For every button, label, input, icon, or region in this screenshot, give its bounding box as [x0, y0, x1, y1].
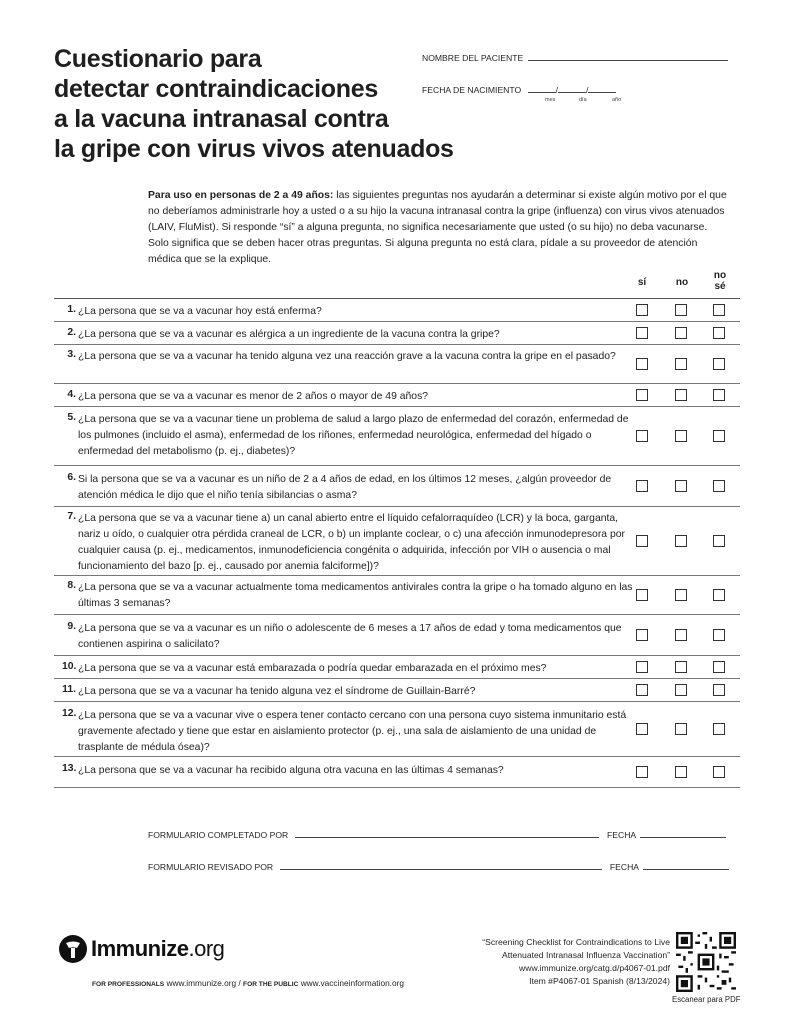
citation-line: “Screening Checklist for Contraindications to Live: [482, 937, 670, 947]
logo-main-text: Immunize: [91, 936, 189, 961]
question-number: 7.: [67, 511, 76, 522]
immunize-logo-icon: [58, 934, 88, 964]
public-label: FOR THE PUBLIC: [243, 981, 299, 988]
title-line: la gripe con virus vivos atenuados: [54, 135, 454, 163]
answer-no-checkbox[interactable]: [675, 430, 687, 442]
question-text: Si la persona que se va a vacunar es un niño de 2 a 4 años de edad, en los últimos 12 meses, ¿algún proveedor de atención médica le dijo que el niño tenía sibilancias o asma?: [78, 474, 612, 501]
question-row: [54, 702, 740, 757]
answer-yes-checkbox[interactable]: [636, 684, 648, 696]
answer-no-checkbox[interactable]: [675, 661, 687, 673]
answer-unsure-checkbox[interactable]: [713, 327, 725, 339]
question-row: [54, 757, 740, 788]
answer-yes-checkbox[interactable]: [636, 304, 648, 316]
answer-no-checkbox[interactable]: [675, 766, 687, 778]
completed-date-label: FECHA: [607, 830, 636, 840]
professionals-label: FOR PROFESSIONALS: [92, 981, 165, 988]
question-number: 12.: [62, 708, 77, 719]
citation-line: Attenuated Intranasal Influenza Vaccination”: [501, 950, 670, 960]
question-number: 3.: [67, 349, 76, 360]
answer-unsure-checkbox[interactable]: [713, 535, 725, 547]
question-text: ¿La persona que se va a vacunar hoy está enferma?: [78, 306, 322, 317]
immunize-wordmark: [91, 936, 224, 962]
birth-date-label: FECHA DE NACIMIENTO: [422, 85, 522, 95]
reviewed-by-field[interactable]: [148, 862, 729, 872]
birth-day-line[interactable]: [558, 92, 586, 93]
answer-header-unsure-line2: sé: [714, 281, 726, 292]
completed-by-label: FORMULARIO COMPLETADO POR: [148, 830, 289, 840]
answer-unsure-checkbox[interactable]: [713, 661, 725, 673]
answer-yes-checkbox[interactable]: [636, 723, 648, 735]
answer-unsure-checkbox[interactable]: [713, 389, 725, 401]
question-text: ¿La persona que se va a vacunar actualmente toma medicamentos antivirales contra la gripe o ha tomado alguno en las últimas 3 semanas?: [78, 582, 633, 609]
question-text: ¿La persona que se va a vacunar está embarazada o podría quedar embarazada en el próximo mes?: [78, 663, 547, 674]
logo-suffix-text: .org: [188, 936, 225, 961]
answer-yes-checkbox[interactable]: [636, 535, 648, 547]
question-number: 1.: [67, 304, 76, 315]
item-number: Item #P4067-01 Spanish (8/13/2024): [529, 976, 670, 986]
question-text: ¿La persona que se va a vacunar es menor de 2 años o mayor de 49 años?: [78, 391, 429, 402]
answer-yes-checkbox[interactable]: [636, 430, 648, 442]
question-text: ¿La persona que se va a vacunar ha tenido alguna vez el síndrome de Guillain-Barré?: [78, 686, 476, 697]
birth-date-field[interactable]: [422, 85, 616, 95]
answer-yes-checkbox[interactable]: [636, 389, 648, 401]
question-number: 13.: [62, 763, 77, 774]
answer-unsure-checkbox[interactable]: [713, 358, 725, 370]
answer-unsure-checkbox[interactable]: [713, 766, 725, 778]
question-number: 6.: [67, 472, 76, 483]
question-number: 9.: [67, 621, 76, 632]
qr-code-icon[interactable]: [676, 932, 736, 992]
public-link[interactable]: www.vaccineinformation.org: [300, 978, 404, 988]
intro-text: las siguientes preguntas nos ayudarán a determinar si existe algún motivo por el que no deberíamos administrarle hoy a usted o a su hijo la vacuna intranasal contra la gripe (influenza) con virus vivos atenuados (LAIV, FluMist). Si responde “sí” a alguna pregunta, no significa necesariamente que usted (o su hijo) no deba vacunarse. Solo significa que se deben hacer otras preguntas. Si alguna pregunta no está clara, pídale a su proveedor de atención médica que se la explique.: [148, 190, 727, 265]
birth-month-line[interactable]: [528, 92, 556, 93]
answer-unsure-checkbox[interactable]: [713, 430, 725, 442]
question-row: [54, 345, 740, 384]
answer-unsure-checkbox[interactable]: [713, 304, 725, 316]
month-caption: mes: [545, 97, 556, 103]
question-row: [54, 466, 740, 507]
question-row: [54, 576, 740, 615]
answer-header-yes: sí: [637, 277, 647, 288]
question-row: [54, 656, 740, 679]
question-number: 10.: [62, 661, 77, 672]
intro-bold: Para uso en personas de 2 a 49 años:: [148, 190, 334, 201]
answer-header-unsure: [705, 270, 735, 292]
answer-no-checkbox[interactable]: [675, 389, 687, 401]
answer-unsure-checkbox[interactable]: [713, 480, 725, 492]
answer-yes-checkbox[interactable]: [636, 766, 648, 778]
answer-no-checkbox[interactable]: [675, 684, 687, 696]
answer-no-checkbox[interactable]: [675, 358, 687, 370]
day-caption: día: [579, 97, 587, 103]
patient-name-field[interactable]: [422, 53, 728, 63]
document-citation: [420, 936, 670, 988]
birth-year-line[interactable]: [588, 92, 616, 93]
question-row: [54, 384, 740, 407]
answer-no-checkbox[interactable]: [675, 589, 687, 601]
question-number: 4.: [67, 389, 76, 400]
question-text: ¿La persona que se va a vacunar tiene un problema de salud a largo plazo de enfermedad del corazón, enfermedad de los pulmones (incluido el asma), enfermedad de los riñones, enfermedad neurológica, enfermedad del hígado o enfermedad del metabolismo (p. ej., diabetes)?: [78, 414, 629, 457]
question-number: 8.: [67, 580, 76, 591]
answer-yes-checkbox[interactable]: [636, 589, 648, 601]
patient-name-line[interactable]: [528, 60, 728, 61]
answer-unsure-checkbox[interactable]: [713, 629, 725, 641]
year-caption: año: [612, 97, 622, 103]
question-number: 11.: [62, 684, 76, 695]
answer-no-checkbox[interactable]: [675, 535, 687, 547]
answer-yes-checkbox[interactable]: [636, 358, 648, 370]
question-row: [54, 679, 740, 702]
title-line: a la vacuna intranasal contra: [54, 105, 389, 133]
intro-paragraph: [148, 188, 728, 268]
question-text: ¿La persona que se va a vacunar ha recibido alguna otra vacuna en las últimas 4 semanas?: [78, 765, 504, 776]
question-row: [54, 507, 740, 576]
footer-divider: /: [238, 978, 241, 988]
answer-no-checkbox[interactable]: [675, 480, 687, 492]
completed-by-field[interactable]: [148, 830, 726, 840]
question-row: [54, 322, 740, 345]
footer-links: [92, 978, 404, 988]
question-text: ¿La persona que se va a vacunar es alérgica a un ingrediente de la vacuna contra la gripe?: [78, 329, 500, 340]
question-row: [54, 299, 740, 322]
question-text: ¿La persona que se va a vacunar es un niño o adolescente de 6 meses a 17 años de edad y toma medicamentos que contienen aspirina o salicilato?: [78, 623, 622, 650]
reviewed-by-label: FORMULARIO REVISADO POR: [148, 862, 274, 872]
immunize-logo: [58, 934, 224, 964]
citation-url[interactable]: www.immunize.org/catg.d/p4067-01.pdf: [519, 963, 670, 973]
answer-unsure-checkbox[interactable]: [713, 684, 725, 696]
question-text: ¿La persona que se va a vacunar vive o espera tener contacto cercano con una persona cuyo sistema inmunitario está gravemente afectado y tiene que estar en aislamiento protector (p. ej., una sala de aislamiento de una unidad de trasplante de médula ósea)?: [78, 710, 627, 753]
professionals-link[interactable]: www.immunize.org: [166, 978, 237, 988]
answer-yes-checkbox[interactable]: [636, 480, 648, 492]
patient-name-label: NOMBRE DEL PACIENTE: [422, 53, 524, 63]
scan-caption: Escanear para PDF: [672, 995, 741, 1004]
answer-unsure-checkbox[interactable]: [713, 589, 725, 601]
question-number: 5.: [67, 412, 76, 423]
answer-no-checkbox[interactable]: [675, 304, 687, 316]
question-row: [54, 407, 740, 466]
question-row: [54, 615, 740, 656]
date-separator: /: [555, 85, 558, 95]
question-text: ¿La persona que se va a vacunar tiene a) un canal abierto entre el líquido cefalorraquídeo (LCR) y la boca, garganta, nariz u oído, o cualquier otra pérdida craneal de LCR, o b) un implante coclear, o c) una afección inmunodepresora por cualquier causa (p. ej., medicamentos, inmunodeficiencia congénita o adquirida, infección por VIH o ausencia o mal funcionamiento del bazo [p. ej., causado por anemia falciforme])?: [78, 513, 625, 572]
answer-no-checkbox[interactable]: [675, 723, 687, 735]
completed-by-line[interactable]: [295, 837, 599, 838]
answer-unsure-checkbox[interactable]: [713, 723, 725, 735]
reviewed-date-line[interactable]: [643, 869, 729, 870]
reviewed-date-label: FECHA: [609, 862, 639, 872]
answer-no-checkbox[interactable]: [675, 327, 687, 339]
title-line: detectar contraindicaciones: [54, 75, 378, 103]
question-text: ¿La persona que se va a vacunar ha tenido alguna vez una reacción grave a la vacuna contra la gripe en el pasado?: [78, 351, 616, 362]
reviewed-by-line[interactable]: [280, 869, 602, 870]
answer-header-no: no: [675, 277, 689, 288]
date-separator: /: [585, 85, 589, 95]
answer-yes-checkbox[interactable]: [636, 661, 648, 673]
question-number: 2.: [67, 327, 76, 338]
answer-yes-checkbox[interactable]: [636, 327, 648, 339]
answer-no-checkbox[interactable]: [675, 629, 687, 641]
completed-date-line[interactable]: [640, 837, 726, 838]
title-line: Cuestionario para: [54, 45, 262, 73]
answer-yes-checkbox[interactable]: [636, 629, 648, 641]
answer-header-unsure-line1: no: [713, 270, 727, 281]
